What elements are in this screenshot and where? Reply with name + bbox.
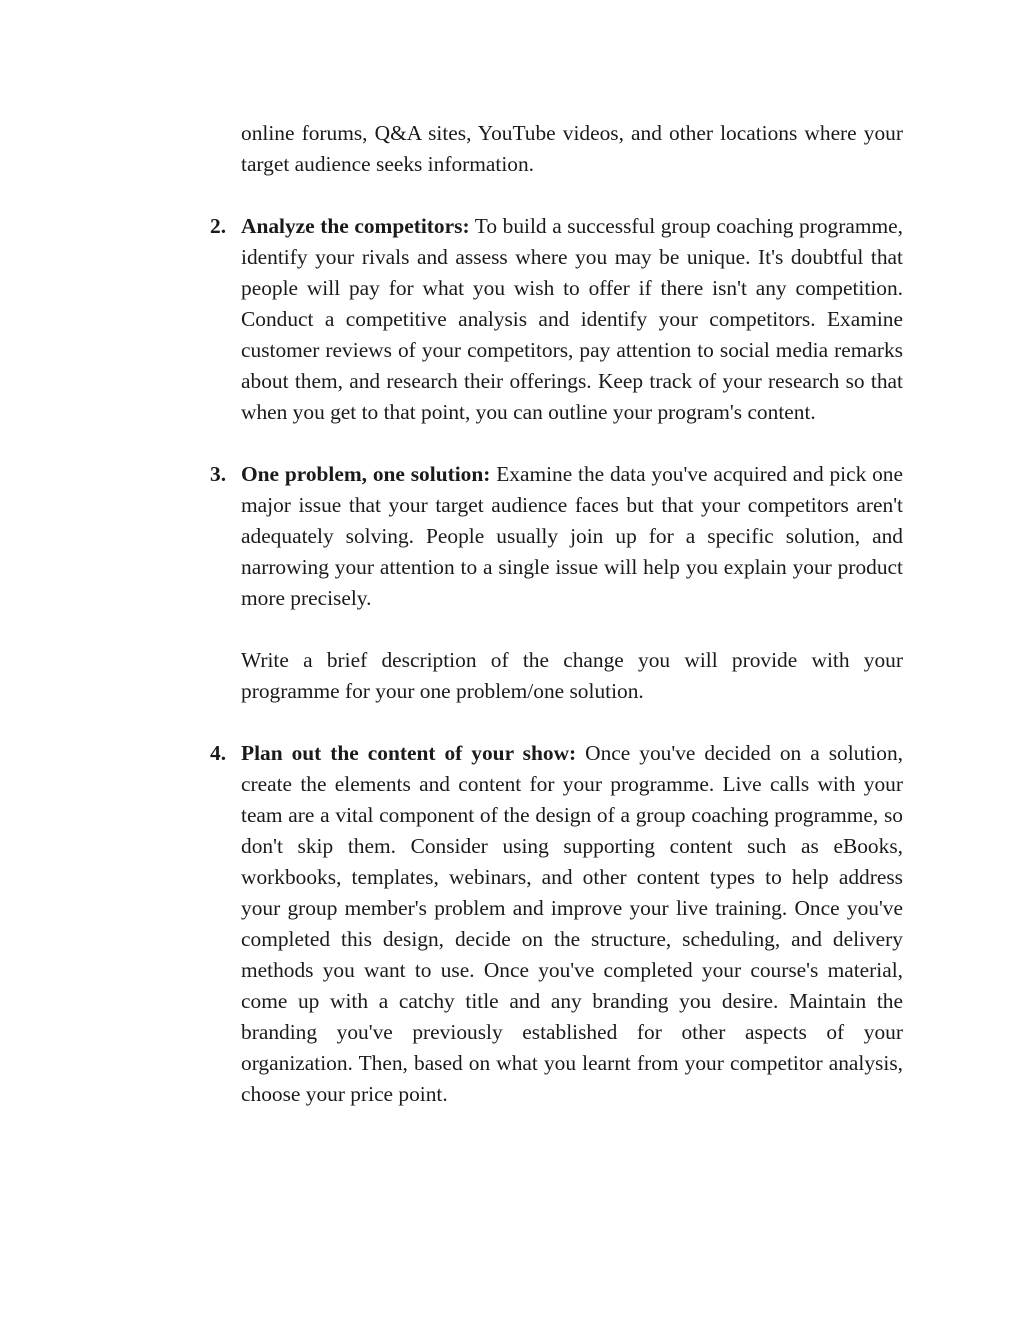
list-item-followup-paragraph: Write a brief description of the change you will provide with your programme for your one problem/one solution. <box>241 648 903 703</box>
list-item-text: Once you've decided on a solution, create the elements and content for your programme. Live calls with your team are a vital component of the design of a group coaching programme, so don't skip them. Consider using supporting content such as eBooks, workbooks, templates, webinars, and other content types to help address your group member's problem and improve your live training. Once you've completed this design, decide on the structure, scheduling, and delivery methods you want to use. Once you've completed your course's material, come up with a catchy title and any branding you desire. Maintain the branding you've previously established for other aspects of your organization. Then, based on what you learnt from your competitor analysis, choose your price point. <box>241 741 903 1106</box>
list-number: 3. <box>210 462 227 486</box>
list-item-one-problem <box>210 459 903 707</box>
list-item-paragraph <box>241 459 903 614</box>
list-item-plan-content <box>210 738 903 1110</box>
document-body <box>210 118 903 1110</box>
list-item-text: To build a successful group coaching programme, identify your rivals and assess where you may be unique. It's doubtful that people will pay for what you wish to offer if there isn't any competition. Conduct a competitive analysis and identify your competitors. Examine customer reviews of your competitors, pay attention to social media remarks about them, and research their offerings. Keep track of your research so that when you get to that point, you can outline your program's content. <box>241 214 903 424</box>
list-number: 2. <box>210 214 227 238</box>
list-item-paragraph <box>241 211 903 428</box>
list-item-heading: Analyze the competitors: <box>241 214 470 238</box>
list-item-heading: Plan out the content of your show: <box>241 741 577 765</box>
list-item-paragraph <box>241 738 903 1110</box>
list-item-text: Examine the data you've acquired and pick one major issue that your target audience faces but that your competitors aren't adequately solving. People usually join up for a specific solution, and narrowing your attention to a single issue will help you explain your product more precisely. <box>241 462 903 610</box>
intro-paragraph: online forums, Q&A sites, YouTube videos, and other locations where your target audience seeks information. <box>241 121 903 176</box>
list-number: 4. <box>210 741 227 765</box>
list-item-analyze-competitors <box>210 211 903 428</box>
list-item-heading: One problem, one solution: <box>241 462 491 486</box>
